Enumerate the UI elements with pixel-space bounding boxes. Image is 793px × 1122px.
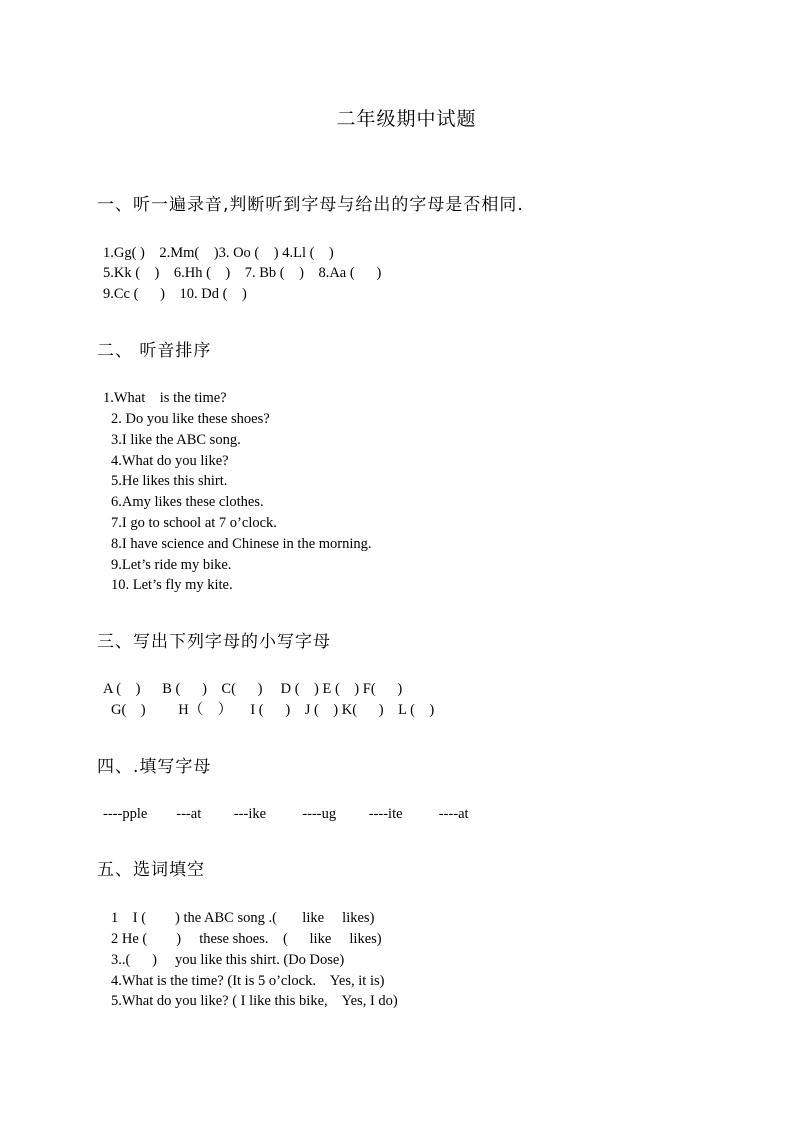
section-1-line-2: 5.Kk ( ) 6.Hh ( ) 7. Bb ( ) 8.Aa ( ) [103, 265, 382, 281]
section-5-heading: 五、选词填空 [97, 860, 205, 880]
section-3-line-1: A ( ) B ( ) C( ) D ( ) E ( ) F( ) [103, 681, 403, 697]
section-2-line-2: 2. Do you like these shoes? [111, 411, 270, 427]
page-title: 二年级期中试题 [336, 108, 477, 130]
section-2-line-1: 1.What is the time? [103, 390, 227, 406]
section-4-heading: 四、.填写字母 [97, 757, 212, 777]
section-2-line-5: 5.He likes this shirt. [111, 473, 228, 489]
section-5-line-4: 4.What is the time? (It is 5 o’clock. Yes, it is) [111, 973, 385, 989]
section-1-heading: 一、听一遍录音,判断听到字母与给出的字母是否相同. [97, 195, 524, 215]
section-3-heading: 三、写出下列字母的小写字母 [97, 632, 331, 652]
section-2-line-9: 9.Let’s ride my bike. [111, 557, 232, 573]
section-5-line-3: 3..( ) you like this shirt. (Do Dose) [111, 952, 345, 968]
section-5-line-1: 1 I ( ) the ABC song .( like likes) [111, 910, 375, 926]
section-2-line-7: 7.I go to school at 7 o’clock. [111, 515, 277, 531]
section-3-line-2: G( ) H（ ） I ( ) J ( ) K( ) L ( ) [111, 702, 435, 718]
section-2-heading: 二、 听音排序 [97, 341, 212, 361]
section-2-line-6: 6.Amy likes these clothes. [111, 494, 264, 510]
section-1-line-1: 1.Gg( ) 2.Mm( )3. Oo ( ) 4.Ll ( ) [103, 245, 334, 261]
section-2-line-3: 3.I like the ABC song. [111, 432, 241, 448]
section-2-line-4: 4.What do you like? [111, 453, 229, 469]
section-5-line-2: 2 He ( ) these shoes. ( like likes) [111, 931, 382, 947]
section-2-line-8: 8.I have science and Chinese in the morning. [111, 536, 372, 552]
section-4-line-1: ----pple ---at ---ike ----ug ----ite ----at [103, 806, 469, 822]
section-1-line-3: 9.Cc ( ) 10. Dd ( ) [103, 286, 247, 302]
section-5-line-5: 5.What do you like? ( I like this bike, Yes, I do) [111, 993, 398, 1009]
section-2-line-10: 10. Let’s fly my kite. [111, 577, 233, 593]
